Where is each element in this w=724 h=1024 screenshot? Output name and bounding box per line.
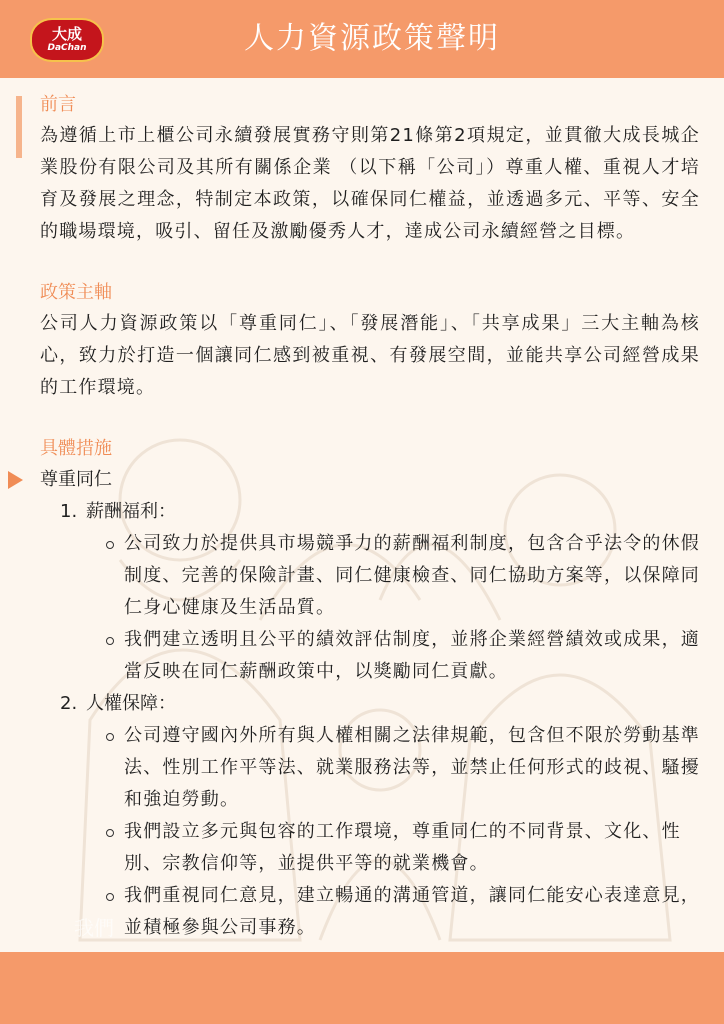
axis-body: 公司人力資源政策以「尊重同仁」、「發展潛能」、「共享成果」三大主軸為核心，致力於打造一個讓同仁感到被重視、有發展空間，並能共享公司經營成果的工作環境。: [40, 313, 700, 398]
bullet-list-1: [102, 528, 700, 688]
circle-bullet-icon: [106, 829, 114, 837]
footer-bar: [0, 952, 724, 1024]
logo-cn: 大成: [51, 25, 82, 43]
circle-bullet-icon: [106, 733, 114, 741]
list-item: [102, 720, 700, 816]
list-item: [102, 816, 700, 880]
measures-title: 具體措施: [40, 438, 112, 459]
numbered-item-2: [60, 688, 700, 720]
list-item: [102, 880, 700, 944]
circle-bullet-icon: [106, 637, 114, 645]
bullet-text: 公司致力於提供具市場競爭力的薪酬福利制度，包含合乎法令的休假制度、完善的保險計畫、同仁健康檢查、同仁協助方案等，以保障同仁身心健康及生活品質。: [124, 533, 700, 618]
item-number: 2.: [60, 693, 78, 714]
circle-bullet-icon: [106, 893, 114, 901]
preface-title: 前言: [40, 94, 76, 115]
bullet-text: 我們設立多元與包容的工作環境，尊重同仁的不同背景、文化、性別、宗教信仰等，並提供平等的就業機會。: [124, 821, 681, 874]
subhead-label: 尊重同仁: [40, 469, 112, 490]
preface-body: 為遵循上市上櫃公司永續發展實務守則第21條第2項規定，並貫徹大成長城企業股份有限公司及其所有關係企業 （以下稱「公司」）尊重人權、重視人才培育及發展之理念，特制定本政策，以確保同仁權益，並透過多元、平等、安全的職場環境，吸引、留任及激勵優秀人才，達成公司永續經營之目標。: [40, 125, 700, 242]
section-accent-bar: [16, 96, 22, 158]
header-bar: [0, 0, 724, 78]
triangle-bullet-icon: [8, 471, 23, 489]
circle-bullet-icon: [106, 541, 114, 549]
bullet-text: 我們重視同仁意見，建立暢通的溝通管道，讓同仁能安心表達意見，並積極參與公司事務。: [124, 885, 700, 938]
page-title: 人力資源政策聲明: [244, 21, 500, 56]
logo-en: DaChan: [47, 43, 87, 53]
item-label: 人權保障：: [86, 693, 176, 714]
list-item: [102, 528, 700, 624]
item-label: 薪酬福利：: [86, 501, 176, 522]
bullet-text: 我們建立透明且公平的績效評估制度，並將企業經營績效或成果，適當反映在同仁薪酬政策中，以獎勵同仁貢獻。: [124, 629, 700, 682]
axis-title: 政策主軸: [40, 282, 112, 303]
list-item: [102, 624, 700, 688]
bullet-list-2: [102, 720, 700, 944]
bullet-text: 公司遵守國內外所有與人權相關之法律規範，包含但不限於勞動基準法、性別工作平等法、就業服務法等，並禁止任何形式的歧視、騷擾和強迫勞動。: [124, 725, 700, 810]
policy-content: [40, 90, 700, 944]
item-number: 1.: [60, 501, 78, 522]
watermark-text: 我們: [74, 916, 114, 940]
numbered-item-1: [60, 496, 700, 528]
measures-subhead: [40, 464, 700, 496]
